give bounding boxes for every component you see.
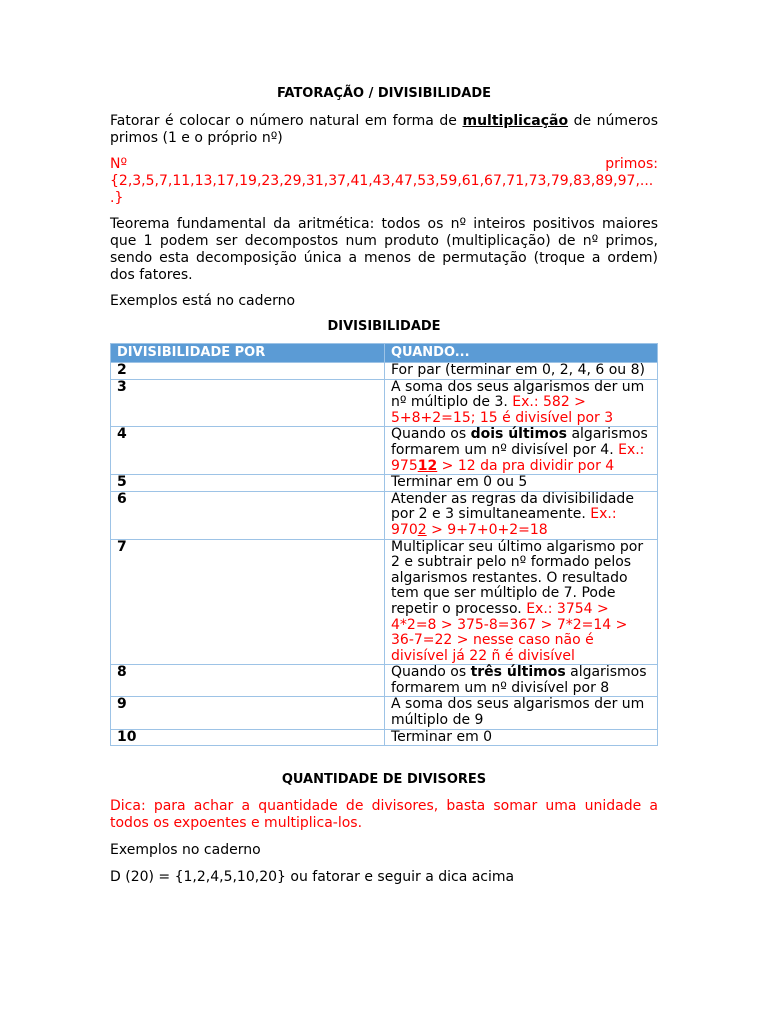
table-row — [111, 665, 658, 697]
rule-example-end: > 9+7+0+2=18 — [426, 521, 548, 538]
rule-text: Quando os — [391, 426, 471, 443]
table-row — [111, 475, 658, 492]
table-row — [111, 729, 658, 746]
rule-example-highlight: 2 — [417, 521, 427, 538]
rule-text: Terminar em 0 ou 5 — [391, 474, 528, 491]
row-divisor: 10 — [111, 729, 385, 746]
primes-block — [110, 156, 658, 207]
intro-paragraph — [110, 113, 658, 147]
table-header-when: QUANDO... — [385, 344, 658, 363]
row-rule — [385, 539, 658, 665]
divisibility-heading: DIVISIBILIDADE — [327, 319, 441, 334]
rule-bold: três últimos — [470, 664, 566, 681]
theorem-paragraph: Teorema fundamental da aritmética: todos os nº inteiros positivos maiores que 1 podem ser decompostos num produto (multiplicação) de nº primos, sendo esta decomposição única a menos de permutação (troque a ordem) dos fatores. — [110, 216, 658, 283]
rule-text: A soma dos seus algarismos der um nº múltiplo de 3. — [391, 378, 645, 411]
document-page — [110, 82, 658, 886]
rule-example-highlight: 12 — [417, 457, 438, 474]
row-divisor: 5 — [111, 475, 385, 492]
row-rule — [385, 475, 658, 492]
table-row — [111, 427, 658, 475]
row-rule — [385, 729, 658, 746]
row-divisor: 9 — [111, 697, 385, 729]
row-rule — [385, 697, 658, 729]
divisor-count-heading: QUANTIDADE DE DIVISORES — [281, 772, 487, 788]
row-rule — [385, 491, 658, 539]
table-row — [111, 379, 658, 427]
rule-example: Ex.: 582 > 5+8+2=15; 15 é divisível por 3 — [391, 394, 614, 426]
rule-example: Ex.: 975 — [391, 441, 645, 474]
rule-example-end: > 12 da pra dividir por 4 — [437, 457, 615, 474]
row-divisor: 7 — [111, 539, 385, 665]
row-rule — [385, 363, 658, 380]
table-row — [111, 697, 658, 729]
primes-list-end: .} — [110, 190, 124, 206]
table-row — [111, 539, 658, 665]
table-row — [111, 363, 658, 380]
intro-bold-word: multiplicação — [462, 113, 569, 129]
primes-label-left: Nº — [110, 156, 128, 172]
rule-example: Ex.: 3754 > 4*2=8 > 375-8=367 > 7*2=14 > 36-7=22 > nesse caso não é divisível já 22 ñ é divisível — [391, 600, 628, 664]
row-divisor: 2 — [111, 363, 385, 380]
row-divisor: 8 — [111, 665, 385, 697]
tip-paragraph: Dica: para achar a quantidade de divisores, basta somar uma unidade a todos os expoentes e multiplica-los. — [110, 798, 658, 832]
rule-text: For par (terminar em 0, 2, 4, 6 ou 8) — [391, 362, 645, 378]
table-header-row — [111, 344, 658, 363]
examples-note: Exemplos está no caderno — [110, 293, 296, 309]
rule-text: Multiplicar seu último algarismo por 2 e subtrair pelo nº formado pelos algarismos restantes. O resultado tem que ser múltiplo de 7. Pode repetir o processo. — [391, 538, 644, 617]
intro-text-2: de números primos (1 e o próprio nº) — [110, 113, 658, 146]
d20-example: D (20) = {1,2,4,5,10,20} ou fatorar e seguir a dica acima — [110, 869, 515, 886]
row-rule — [385, 379, 658, 427]
main-heading: FATORAÇÃO / DIVISIBILIDADE — [277, 86, 491, 101]
table-header-divisor: DIVISIBILIDADE POR — [111, 344, 385, 363]
row-rule — [385, 427, 658, 475]
row-divisor: 3 — [111, 379, 385, 427]
row-divisor: 4 — [111, 427, 385, 475]
row-rule — [385, 665, 658, 697]
examples-note-2: Exemplos no caderno — [110, 842, 261, 859]
divisibility-table — [110, 343, 658, 746]
rule-text: Terminar em 0 — [391, 728, 493, 745]
rule-text: Atender as regras da divisibilidade por 2 e 3 simultaneamente. — [391, 490, 634, 523]
primes-list: {2,3,5,7,11,13,17,19,23,29,31,37,41,43,47,53,59,61,67,71,73,79,83,89,97,... — [110, 173, 654, 189]
table-row — [111, 491, 658, 539]
intro-text-1: Fatorar é colocar o número natural em forma de — [110, 113, 463, 129]
rule-text: A soma dos seus algarismos der um múltiplo de 9 — [391, 696, 645, 729]
rule-text: Quando os — [391, 664, 471, 681]
rule-bold: dois últimos — [470, 426, 568, 443]
row-divisor: 6 — [111, 491, 385, 539]
rule-text-2: algarismos formarem um nº divisível por 8 — [391, 664, 647, 696]
rule-example: Ex.: 970 — [391, 506, 617, 538]
rule-text-2: algarismos formarem um nº divisível por 4. — [391, 426, 648, 458]
primes-label-right: primos: — [605, 156, 658, 172]
